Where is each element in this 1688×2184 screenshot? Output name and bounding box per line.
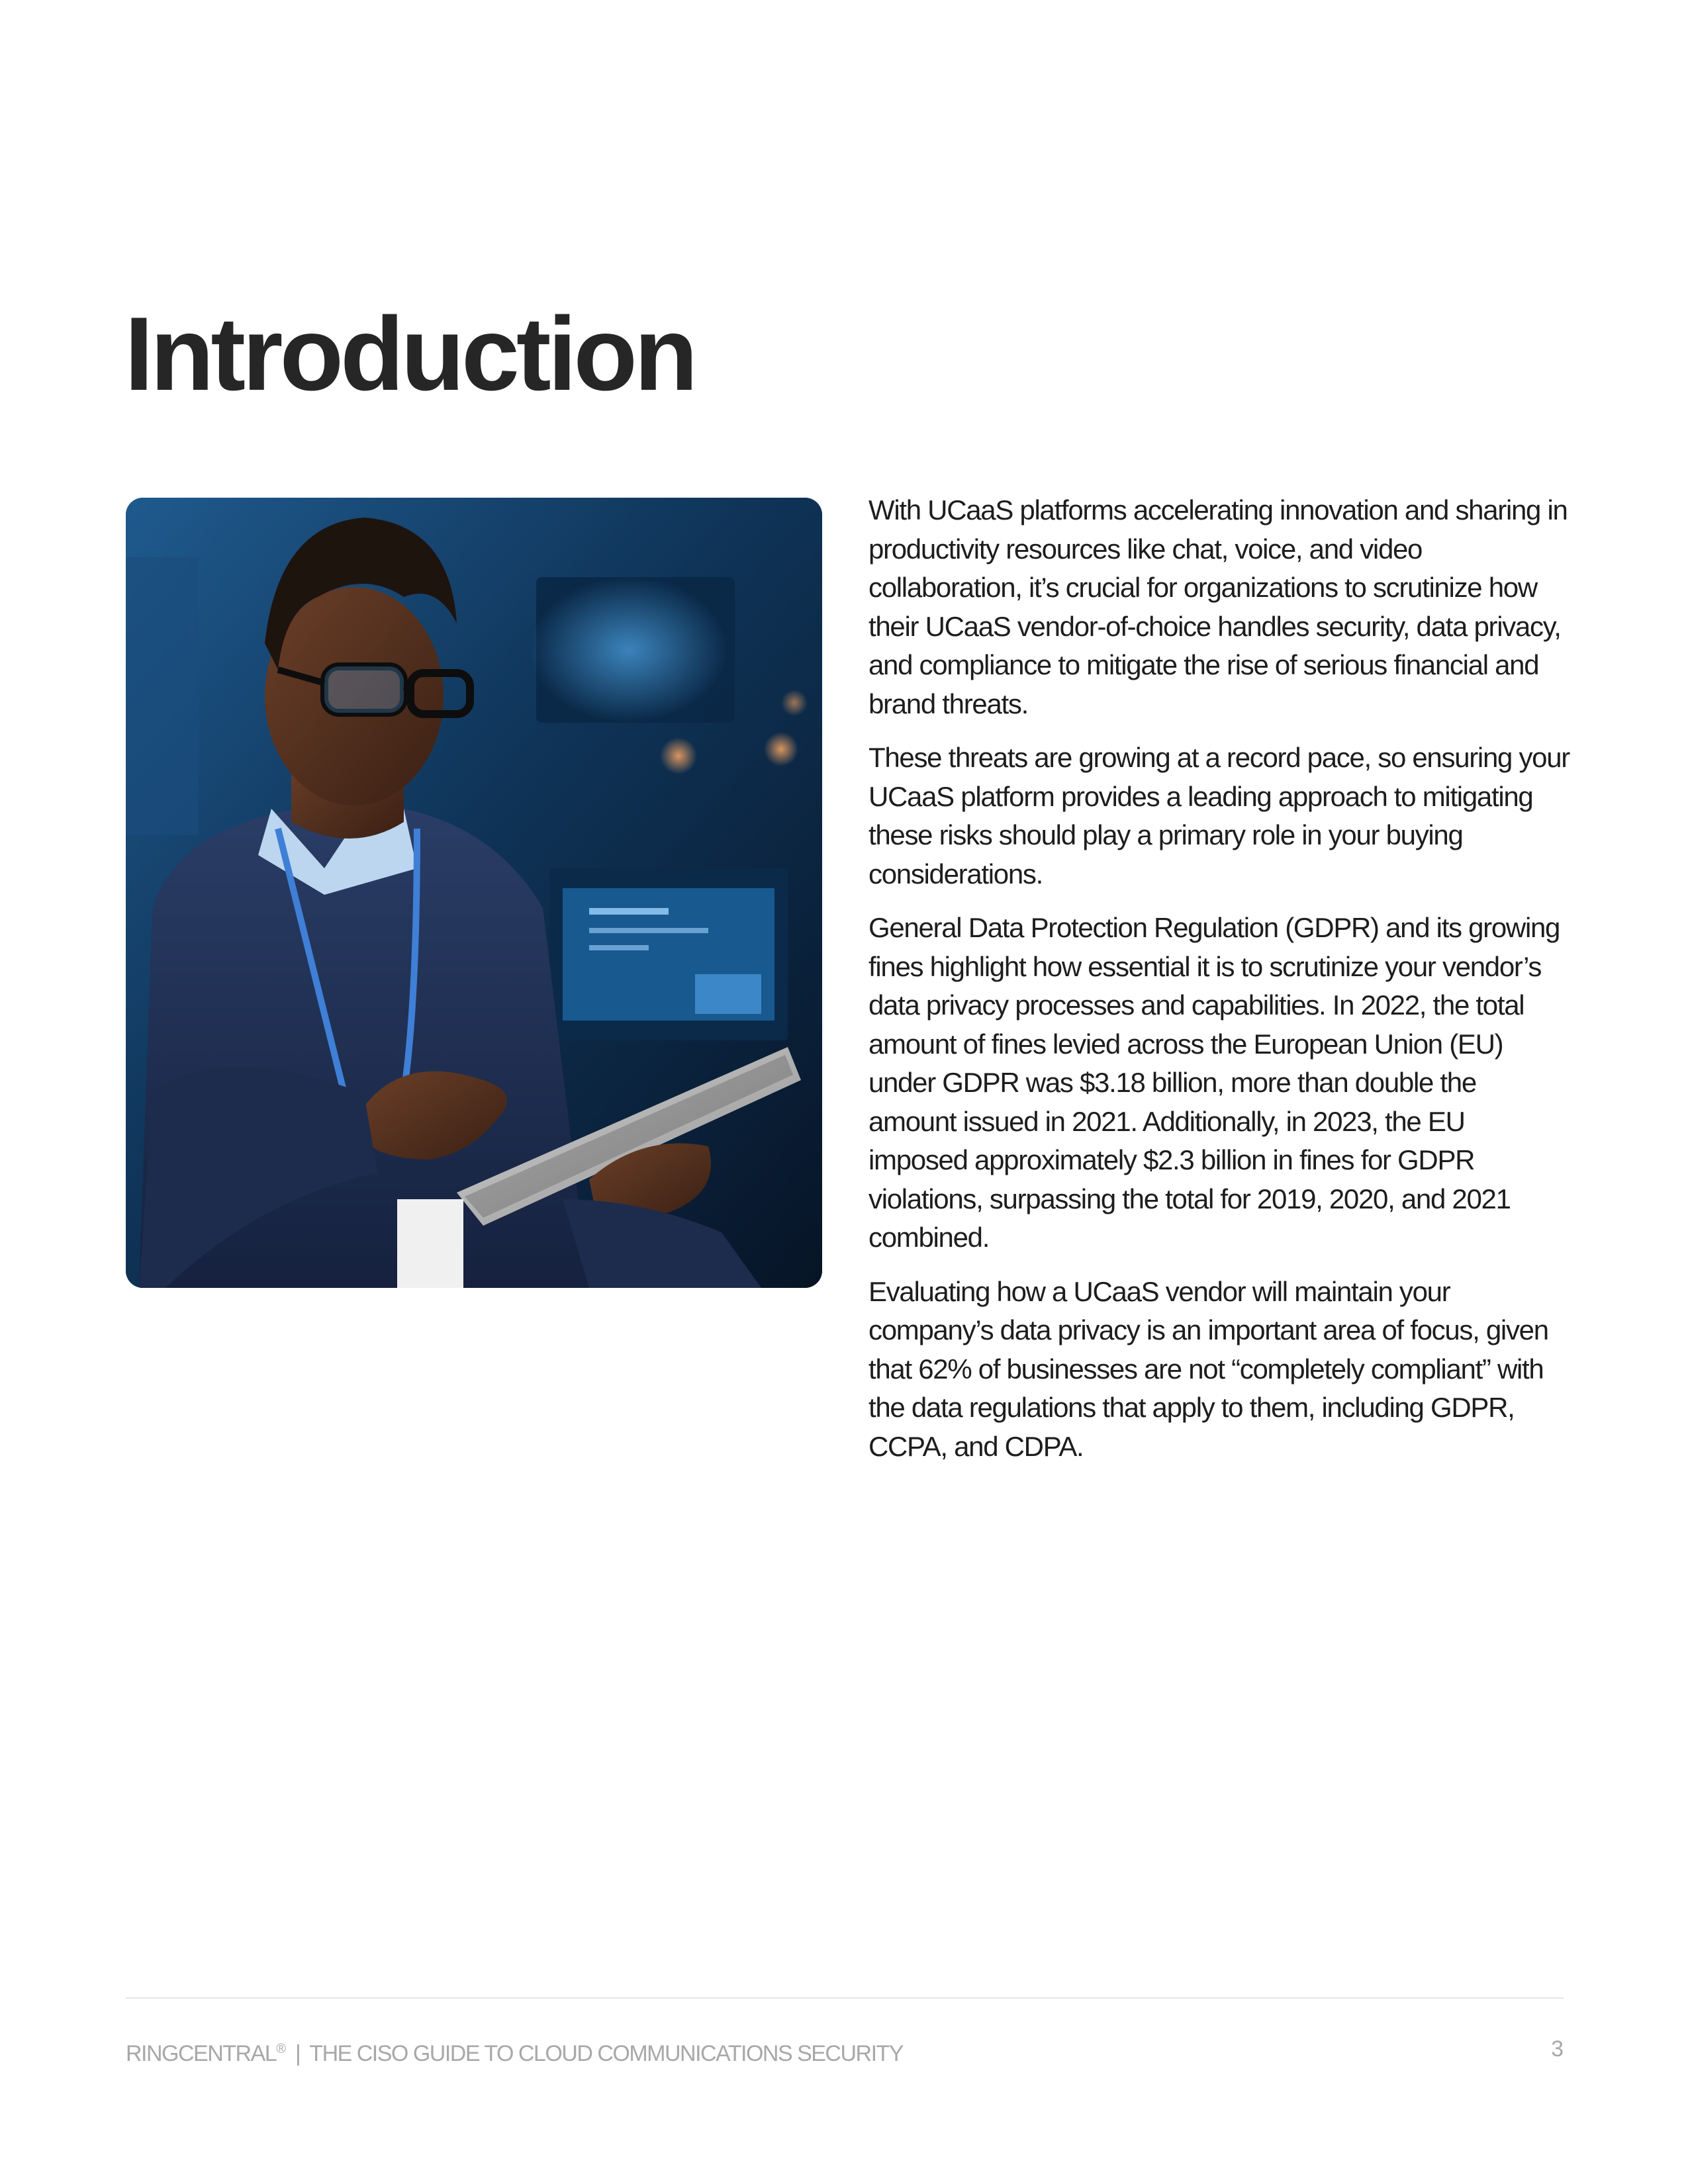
registered-mark: ® [276,2042,286,2056]
paragraph-threats: These threats are growing at a record pace, so ensuring your UCaaS platform provides a leading approach to mitigating these risks should play a primary role in your buying considerations. [868,742,1570,889]
intro-body [868,491,1570,1481]
footer-separator: | [295,2041,301,2066]
hero-photo [126,498,822,1288]
paragraph-data-privacy: Evaluating how a UCaaS vendor will maintain your company’s data privacy is an important area of focus, given that 62% of businesses are not “completely compliant” with the data regulations that apply to them, including GDPR, CCPA, and CDPA. [868,1275,1548,1462]
page-title: Introduction [124,296,695,412]
footer-doc-title: THE CISO GUIDE TO CLOUD COMMUNICATIONS SECURITY [309,2041,903,2066]
footer-divider [126,1997,1564,1999]
paragraph-ucaas-innovation: With UCaaS platforms accelerating innovation and sharing in productivity resources like chat, voice, and video collaboration, it’s crucial for organizations to scrutinize how their UCaaS vendor-of-choice handles security, data privacy, and compliance to mitigate the rise of serious financial and brand threats. [868,494,1568,719]
page-number: 3 [1551,2036,1564,2062]
footer-running-title [126,2036,903,2067]
footer-brand: RINGCENTRAL [126,2041,277,2066]
paragraph-gdpr-fines: General Data Protection Regulation (GDPR) and its growing fines highlight how essential it is to scrutinize your vendor’s data privacy processes and capabilities. In 2022, the total amount of fines levied across the European Union (EU) under GDPR was $3.18 billion, more than double the amount issued in 2021. Additionally, in 2023, the EU imposed approximately $2.3 billion in fines for GDPR violations, surpassing the total for 2019, 2020, and 2021 combined. [868,912,1560,1253]
